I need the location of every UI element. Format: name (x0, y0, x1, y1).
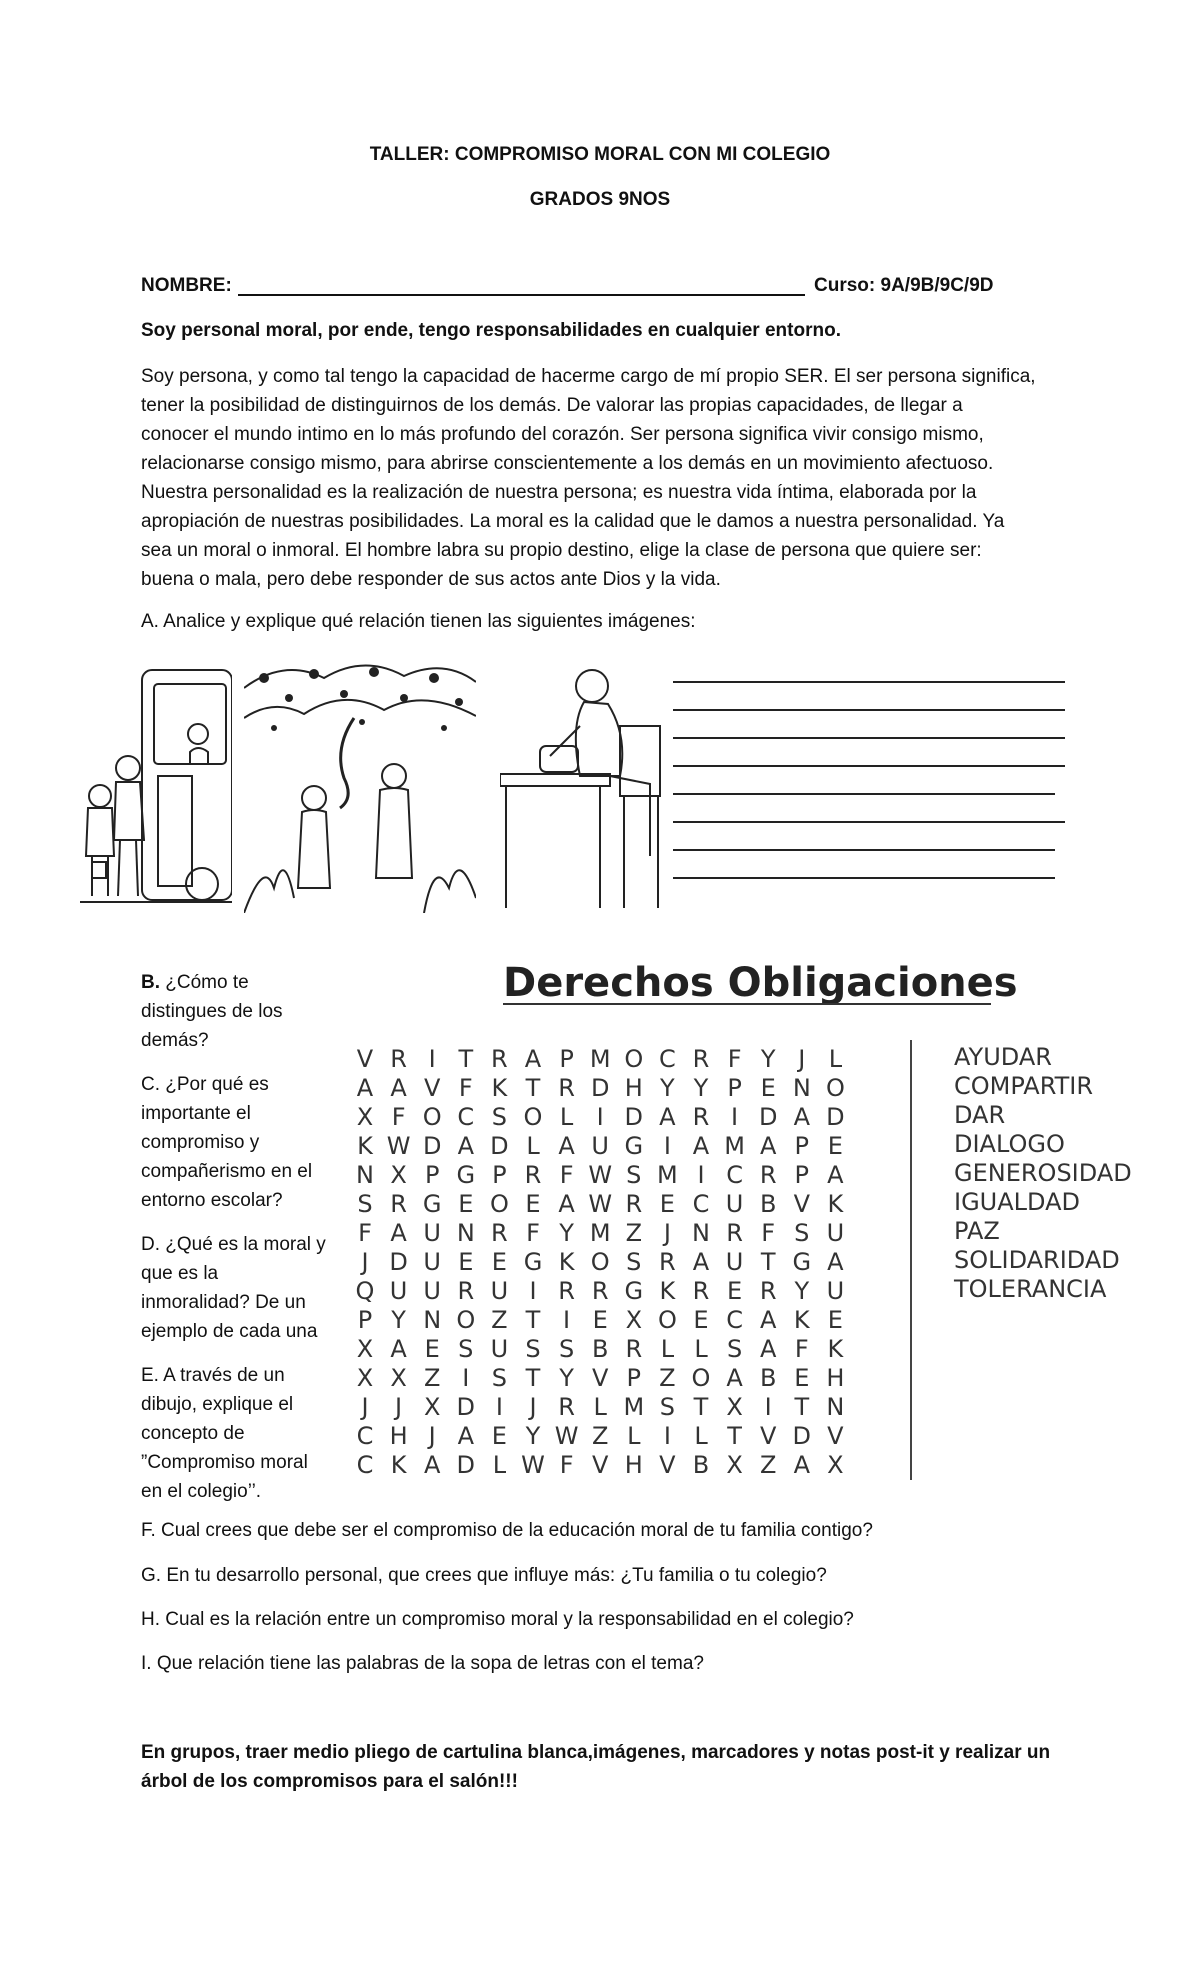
question-e-line: E. A través de un (141, 1365, 285, 1386)
word-search-letter: V (759, 1422, 777, 1450)
word-search-letter: W (588, 1161, 613, 1189)
word-search-letter: B (591, 1335, 609, 1363)
word-search-letter: J (395, 1393, 403, 1421)
word-search-letter: N (456, 1219, 475, 1247)
word-search-letter: N (692, 1219, 710, 1247)
intro-line: relacionarse consigo mismo, para abrirse conscientemente a los demás en un movimiento afectuoso. (141, 453, 994, 474)
word-search-letter: D (590, 1074, 610, 1102)
word-search-letter: M (724, 1132, 745, 1160)
word-search-letter: D (422, 1132, 442, 1160)
word-search-letter: R (625, 1190, 643, 1218)
word-search-letter: Y (794, 1277, 810, 1305)
student-desk-illustration (500, 656, 666, 911)
word-search-letter: S (491, 1364, 507, 1392)
word-search-letter: A (457, 1422, 474, 1450)
question-e-line: ”Compromiso moral (141, 1452, 308, 1473)
question-a: A. Analice y explique qué relación tienen las siguientes imágenes: (141, 611, 696, 632)
word-search-letter: Y (525, 1422, 541, 1450)
word-search-letter: I (428, 1045, 436, 1073)
word-search-letter: E (592, 1306, 608, 1334)
word-search-letter: S (558, 1335, 575, 1363)
intro-paragraph (141, 362, 1101, 594)
word-search-letter: D (792, 1422, 812, 1450)
word-search-letter: I (663, 1422, 671, 1450)
answer-line-a[interactable] (673, 681, 1065, 683)
question-b-prefix: B. (141, 972, 160, 993)
word-search-letter: A (692, 1132, 710, 1160)
word-search-letter: E (525, 1190, 541, 1218)
word-search-letter: J (798, 1045, 806, 1073)
word-search-letter: X (726, 1393, 743, 1421)
word-search-letter: R (558, 1393, 575, 1421)
word-search-letter: W (386, 1132, 411, 1160)
word-search-letter: I (663, 1132, 671, 1160)
word-search-letter: S (626, 1161, 642, 1189)
word-search-letter: K (558, 1248, 575, 1276)
word-search-letter: A (759, 1132, 777, 1160)
word-search-letter: A (793, 1103, 810, 1131)
word-search-letter: I (596, 1103, 604, 1131)
word-search-letter: T (727, 1422, 742, 1450)
group-instructions (141, 1738, 1101, 1796)
group-instructions-line: árbol de los compromisos para el salón!!! (141, 1771, 518, 1792)
word-list-item: DIALOGO (954, 1130, 1065, 1158)
word-search-letter: B (759, 1364, 777, 1392)
word-search-letter: L (593, 1393, 607, 1421)
word-search-letter: G (523, 1248, 543, 1276)
group-instructions-line: En grupos, traer medio pliego de cartulina blanca,imágenes, marcadores y notas post-it y realizar un (141, 1742, 1051, 1763)
word-search-letter: Z (591, 1422, 609, 1450)
word-search-letter: R (692, 1103, 710, 1131)
word-search-letter: Z (759, 1451, 777, 1479)
word-search-letter: A (827, 1161, 844, 1189)
word-search-letter: N (356, 1161, 374, 1189)
question-f: F. Cual crees que debe ser el compromiso de la educación moral de tu familia contigo? (141, 1520, 873, 1541)
word-search-letter: T (525, 1074, 541, 1102)
bus-children-illustration (80, 656, 232, 906)
word-search-letter: R (759, 1277, 777, 1305)
word-search-letter: R (390, 1045, 407, 1073)
word-search-letter: V (591, 1451, 609, 1479)
answer-line-a[interactable] (673, 709, 1065, 711)
word-search-title: Derechos Obligaciones (503, 960, 1018, 1006)
word-search-letter: P (357, 1306, 373, 1334)
word-search-letter: A (423, 1451, 441, 1479)
adam-eve-illustration (244, 658, 476, 913)
word-search-letter: V (827, 1422, 844, 1450)
word-search-letter: P (626, 1364, 642, 1392)
word-list-item: GENEROSIDAD (954, 1159, 1132, 1187)
word-search-letter: L (828, 1045, 843, 1073)
word-search-letter: A (356, 1074, 374, 1102)
word-search-letter: M (589, 1219, 611, 1247)
word-search-letter: A (558, 1132, 575, 1160)
word-search-letter: X (356, 1335, 374, 1363)
word-search-letter: P (559, 1045, 574, 1073)
word-search-letter: E (760, 1074, 776, 1102)
word-search-letter: Q (355, 1277, 375, 1305)
intro-line: apropiación de nuestras posibilidades. La moral es la calidad que le damos a nuestra personalidad. Ya (141, 511, 1005, 532)
question-b (141, 968, 341, 1055)
word-search-letter: C (356, 1422, 374, 1450)
word-search-letter: D (456, 1451, 476, 1479)
name-label: NOMBRE: (141, 275, 238, 296)
word-search-grid (348, 1045, 888, 1485)
word-list-item: TOLERANCIA (954, 1275, 1107, 1303)
word-search-letter: V (356, 1045, 374, 1073)
intro-line: Soy persona, y como tal tengo la capacidad de hacerme cargo de mí propio SER. El ser persona significa, (141, 366, 1036, 387)
intro-line: tener la posibilidad de distinguirnos de los demás. De valorar las propias capacidades, de llegar a (141, 395, 963, 416)
word-search-letter: Z (625, 1219, 643, 1247)
word-search-letter: R (726, 1219, 743, 1247)
word-search-letter: X (625, 1306, 643, 1334)
word-search-letter: W (588, 1190, 613, 1218)
word-search-letter: F (727, 1045, 742, 1073)
word-search-letter: S (726, 1335, 743, 1363)
answer-line-a[interactable] (673, 793, 1055, 795)
word-list-item: AYUDAR (954, 1043, 1052, 1071)
word-search-letter: G (456, 1161, 476, 1189)
word-search-letter: W (521, 1451, 545, 1479)
word-search-letter: G (792, 1248, 812, 1276)
word-search-letter: E (659, 1190, 675, 1218)
word-search-letter: T (525, 1364, 541, 1392)
word-search-letter: K (793, 1306, 810, 1334)
word-search-letter: O (657, 1306, 677, 1334)
intro-line: buena o mala, pero debe responder de sus actos ante Dios y la vida. (141, 569, 721, 590)
word-search-letter: I (764, 1393, 772, 1421)
word-search-letter: O (825, 1074, 845, 1102)
question-b-text: ¿Cómo te (160, 972, 249, 993)
word-search-letter: X (726, 1451, 743, 1479)
word-search-letter: I (697, 1161, 705, 1189)
question-d (141, 1230, 341, 1346)
word-search-letter: G (624, 1277, 644, 1305)
word-search-letter: B (692, 1451, 710, 1479)
word-search-letter: D (490, 1132, 509, 1160)
word-search-letter: Y (693, 1074, 709, 1102)
word-search-letter: E (424, 1335, 440, 1363)
question-d-line: D. ¿Qué es la moral y (141, 1234, 326, 1255)
word-search-letter: S (626, 1248, 642, 1276)
word-search-letter: E (827, 1306, 843, 1334)
word-search-letter: F (358, 1219, 372, 1247)
word-search-letter: Z (491, 1306, 508, 1334)
word-search-letter: L (694, 1422, 708, 1450)
word-search-letter: F (458, 1074, 473, 1102)
word-search-letter: N (423, 1306, 442, 1334)
word-search-letter: I (731, 1103, 739, 1131)
word-search-letter: K (659, 1277, 676, 1305)
word-search-letter: S (357, 1190, 373, 1218)
answer-line-a[interactable] (673, 821, 1065, 823)
word-search-letter: T (458, 1045, 474, 1073)
word-search-letter: I (563, 1306, 571, 1334)
question-b-line: distingues de los (141, 1001, 283, 1022)
word-search-letter: F (559, 1161, 574, 1189)
word-search-letter: K (491, 1074, 508, 1102)
word-search-letter: C (356, 1451, 374, 1479)
word-search-letter: Y (660, 1074, 675, 1102)
word-search-letter: H (624, 1451, 643, 1479)
word-search-letter: A (390, 1219, 407, 1247)
word-search-letter: M (589, 1045, 611, 1073)
word-search-letter: D (826, 1103, 845, 1131)
question-d-line: ejemplo de cada una (141, 1321, 318, 1342)
word-search-letter: O (624, 1045, 644, 1073)
word-search-letter: O (523, 1103, 543, 1131)
word-search-letter: B (759, 1190, 777, 1218)
question-i: I. Que relación tiene las palabras de la sopa de letras con el tema? (141, 1653, 704, 1674)
word-search-letter: R (491, 1219, 508, 1247)
word-search-letter: I (462, 1364, 470, 1392)
word-search-letter: R (625, 1335, 643, 1363)
word-search-letter: U (591, 1132, 609, 1160)
word-search-letter: R (759, 1161, 777, 1189)
word-search-letter: X (356, 1364, 374, 1392)
word-list-item: SOLIDARIDAD (954, 1246, 1120, 1274)
word-search-letter: R (491, 1045, 508, 1073)
word-search-letter: P (794, 1161, 810, 1189)
word-search-letter: A (390, 1074, 407, 1102)
word-search-letter: Y (391, 1306, 406, 1334)
word-search-letter: H (624, 1074, 643, 1102)
intro-line: conocer el mundo intimo en lo más profundo del corazón. Ser persona significa vivir consigo mismo, (141, 424, 984, 445)
word-search-letter: G (624, 1132, 644, 1160)
word-search-letter: P (727, 1074, 742, 1102)
word-search-letter: U (725, 1248, 744, 1276)
word-search-letter: G (422, 1190, 442, 1218)
question-h: H. Cual es la relación entre un compromiso moral y la responsabilidad en el colegio? (141, 1609, 854, 1630)
word-search-letter: N (792, 1074, 811, 1102)
word-search-letter: C (726, 1161, 743, 1189)
word-search-letter: M (657, 1161, 678, 1189)
word-search-letter: P (794, 1132, 810, 1160)
question-c-line: C. ¿Por qué es (141, 1074, 269, 1095)
word-search-letter: R (558, 1074, 575, 1102)
word-search-letter: Y (559, 1364, 574, 1392)
question-c-line: entorno escolar? (141, 1190, 283, 1211)
word-search-letter: U (490, 1277, 509, 1305)
word-search-letter: V (591, 1364, 609, 1392)
word-search-letter: N (826, 1393, 845, 1421)
word-search-letter: R (692, 1277, 710, 1305)
word-search-letter: E (491, 1248, 507, 1276)
word-search-letter: R (591, 1277, 609, 1305)
word-search-title-underline (503, 1003, 991, 1005)
word-search-letter: F (526, 1219, 540, 1247)
word-search-letter: X (423, 1393, 441, 1421)
word-search-letter: K (357, 1132, 373, 1160)
word-search-letter: U (826, 1219, 845, 1247)
word-search-letter: R (524, 1161, 542, 1189)
word-search-letter: A (759, 1335, 777, 1363)
word-search-letter: O (422, 1103, 442, 1131)
question-c-line: importante el (141, 1103, 251, 1124)
word-search-letter: F (391, 1103, 406, 1131)
word-search-letter: F (559, 1451, 574, 1479)
word-search-letter: T (525, 1306, 541, 1334)
question-b-line: demás? (141, 1030, 209, 1051)
word-search-letter: V (423, 1074, 441, 1102)
word-list-item: DAR (954, 1101, 1006, 1129)
word-search-letter: A (793, 1451, 810, 1479)
question-c (141, 1070, 341, 1215)
word-search-letter: S (491, 1103, 507, 1131)
question-e (141, 1361, 341, 1506)
answer-line-a[interactable] (673, 765, 1065, 767)
word-search-letter: J (663, 1219, 671, 1247)
question-e-line: dibujo, explique el (141, 1394, 294, 1415)
word-search-letter: C (726, 1306, 743, 1334)
word-search-letter: S (458, 1335, 474, 1363)
word-search-letter: E (727, 1277, 743, 1305)
word-search-letter: F (794, 1335, 809, 1363)
word-search-letter: R (457, 1277, 475, 1305)
word-search-letter: E (693, 1306, 709, 1334)
word-search-letter: A (827, 1248, 844, 1276)
word-search-letter: T (760, 1248, 776, 1276)
word-search-letter: P (424, 1161, 440, 1189)
word-search-letter: I (495, 1393, 503, 1421)
word-search-letter: C (659, 1045, 676, 1073)
word-search-letter: A (659, 1103, 676, 1131)
word-search-letter: S (794, 1219, 810, 1247)
word-search-letter: Z (659, 1364, 676, 1392)
word-search-letter: O (489, 1190, 509, 1218)
word-search-letter: U (490, 1335, 509, 1363)
word-search-letter: L (492, 1451, 507, 1479)
word-list-item: COMPARTIR (954, 1072, 1094, 1100)
word-search-letter: F (761, 1219, 776, 1247)
word-search-letter: U (423, 1277, 441, 1305)
worksheet-title: TALLER: COMPROMISO MORAL CON MI COLEGIO (369, 144, 831, 165)
question-c-line: compañerismo en el (141, 1161, 313, 1182)
word-search-letter: K (390, 1451, 407, 1479)
word-search-letter: V (793, 1190, 810, 1218)
word-search-letter: L (694, 1335, 708, 1363)
question-d-line: que es la (141, 1263, 219, 1284)
word-search-letter: A (759, 1306, 777, 1334)
word-search-letter: D (456, 1393, 476, 1421)
word-search-word-list (954, 1043, 1132, 1304)
intro-line: Nuestra personalidad es la realización de nuestra persona; es nuestra vida íntima, elaborada por la (141, 482, 977, 503)
word-search-letter: C (692, 1190, 710, 1218)
word-search-letter: J (361, 1393, 369, 1421)
word-search-letter: E (458, 1248, 474, 1276)
word-search-letter: E (491, 1422, 507, 1450)
word-search-letter: S (525, 1335, 541, 1363)
word-search-letter: K (827, 1335, 844, 1363)
word-search-letter: O (456, 1306, 476, 1334)
word-search-letter: R (558, 1277, 575, 1305)
word-search-letter: D (624, 1103, 644, 1131)
word-search-letter: U (725, 1190, 744, 1218)
word-search-letter: H (826, 1364, 845, 1392)
word-search-letter: Y (559, 1219, 574, 1247)
word-search-letter: X (390, 1161, 407, 1189)
word-search-letter: U (423, 1219, 441, 1247)
word-search-letter: L (627, 1422, 641, 1450)
question-b-line (141, 968, 341, 997)
word-search-letter: A (390, 1335, 407, 1363)
word-search-letter: E (458, 1190, 474, 1218)
question-d-line: inmoralidad? De un (141, 1292, 306, 1313)
word-search-letter: T (794, 1393, 810, 1421)
word-search-letter: J (529, 1393, 537, 1421)
word-search-letter: A (692, 1248, 710, 1276)
word-search-letter: A (457, 1132, 474, 1160)
word-search-letter: L (660, 1335, 675, 1363)
word-search-letter: L (526, 1132, 540, 1160)
worksheet-subtitle: GRADOS 9NOS (529, 189, 671, 210)
intro-line: sea un moral o inmoral. El hombre labra su propio destino, elige la clase de persona que quiere ser: (141, 540, 982, 561)
word-search-letter: X (827, 1451, 844, 1479)
word-search-letter: A (558, 1190, 575, 1218)
word-search-letter: Z (423, 1364, 441, 1392)
word-search-letter: D (758, 1103, 778, 1131)
question-e-line: en el colegio’’. (141, 1481, 262, 1502)
word-search-letter: H (389, 1422, 408, 1450)
word-search-letter: J (428, 1422, 436, 1450)
word-search-letter: A (524, 1045, 542, 1073)
intro-heading: Soy personal moral, por ende, tengo responsabilidades en cualquier entorno. (141, 320, 841, 341)
word-search-letter: I (529, 1277, 537, 1305)
word-search-letter: T (693, 1393, 709, 1421)
word-search-letter: X (390, 1364, 407, 1392)
word-search-letter: X (356, 1103, 374, 1131)
question-c-line: compromiso y (141, 1132, 260, 1153)
word-search-letter: O (590, 1248, 610, 1276)
answer-line-a[interactable] (673, 737, 1065, 739)
word-search-letter: E (827, 1132, 843, 1160)
answer-line-a[interactable] (673, 877, 1055, 879)
word-search-letter: D (389, 1248, 408, 1276)
word-search-letter: R (659, 1248, 676, 1276)
word-list-item: IGUALDAD (954, 1188, 1080, 1216)
word-search-letter: K (827, 1190, 844, 1218)
question-e-line: concepto de (141, 1423, 245, 1444)
word-search-letter: O (691, 1364, 711, 1392)
word-search-letter: W (554, 1422, 579, 1450)
word-search-letter: C (457, 1103, 475, 1131)
word-search-letter: U (826, 1277, 845, 1305)
name-field[interactable] (238, 272, 805, 296)
word-search-letter: R (390, 1190, 407, 1218)
word-search-letter: J (361, 1248, 369, 1276)
question-g: G. En tu desarrollo personal, que crees que influye más: ¿Tu familia o tu colegio? (141, 1565, 827, 1586)
word-search-divider (910, 1040, 912, 1480)
word-search-letter: R (692, 1045, 710, 1073)
word-search-letter: V (659, 1451, 676, 1479)
word-search-letter: M (623, 1393, 645, 1421)
word-search-letter: U (423, 1248, 441, 1276)
word-search-letter: S (659, 1393, 675, 1421)
word-search-letter: L (559, 1103, 574, 1131)
course-label: Curso: 9A/9B/9C/9D (814, 275, 994, 296)
word-search-letter: E (794, 1364, 810, 1392)
word-search-letter: Y (760, 1045, 776, 1073)
answer-line-a[interactable] (673, 849, 1055, 851)
word-list-item: PAZ (954, 1217, 1000, 1245)
word-search-letter: A (726, 1364, 743, 1392)
word-search-letter: U (389, 1277, 408, 1305)
word-search-letter: P (492, 1161, 507, 1189)
